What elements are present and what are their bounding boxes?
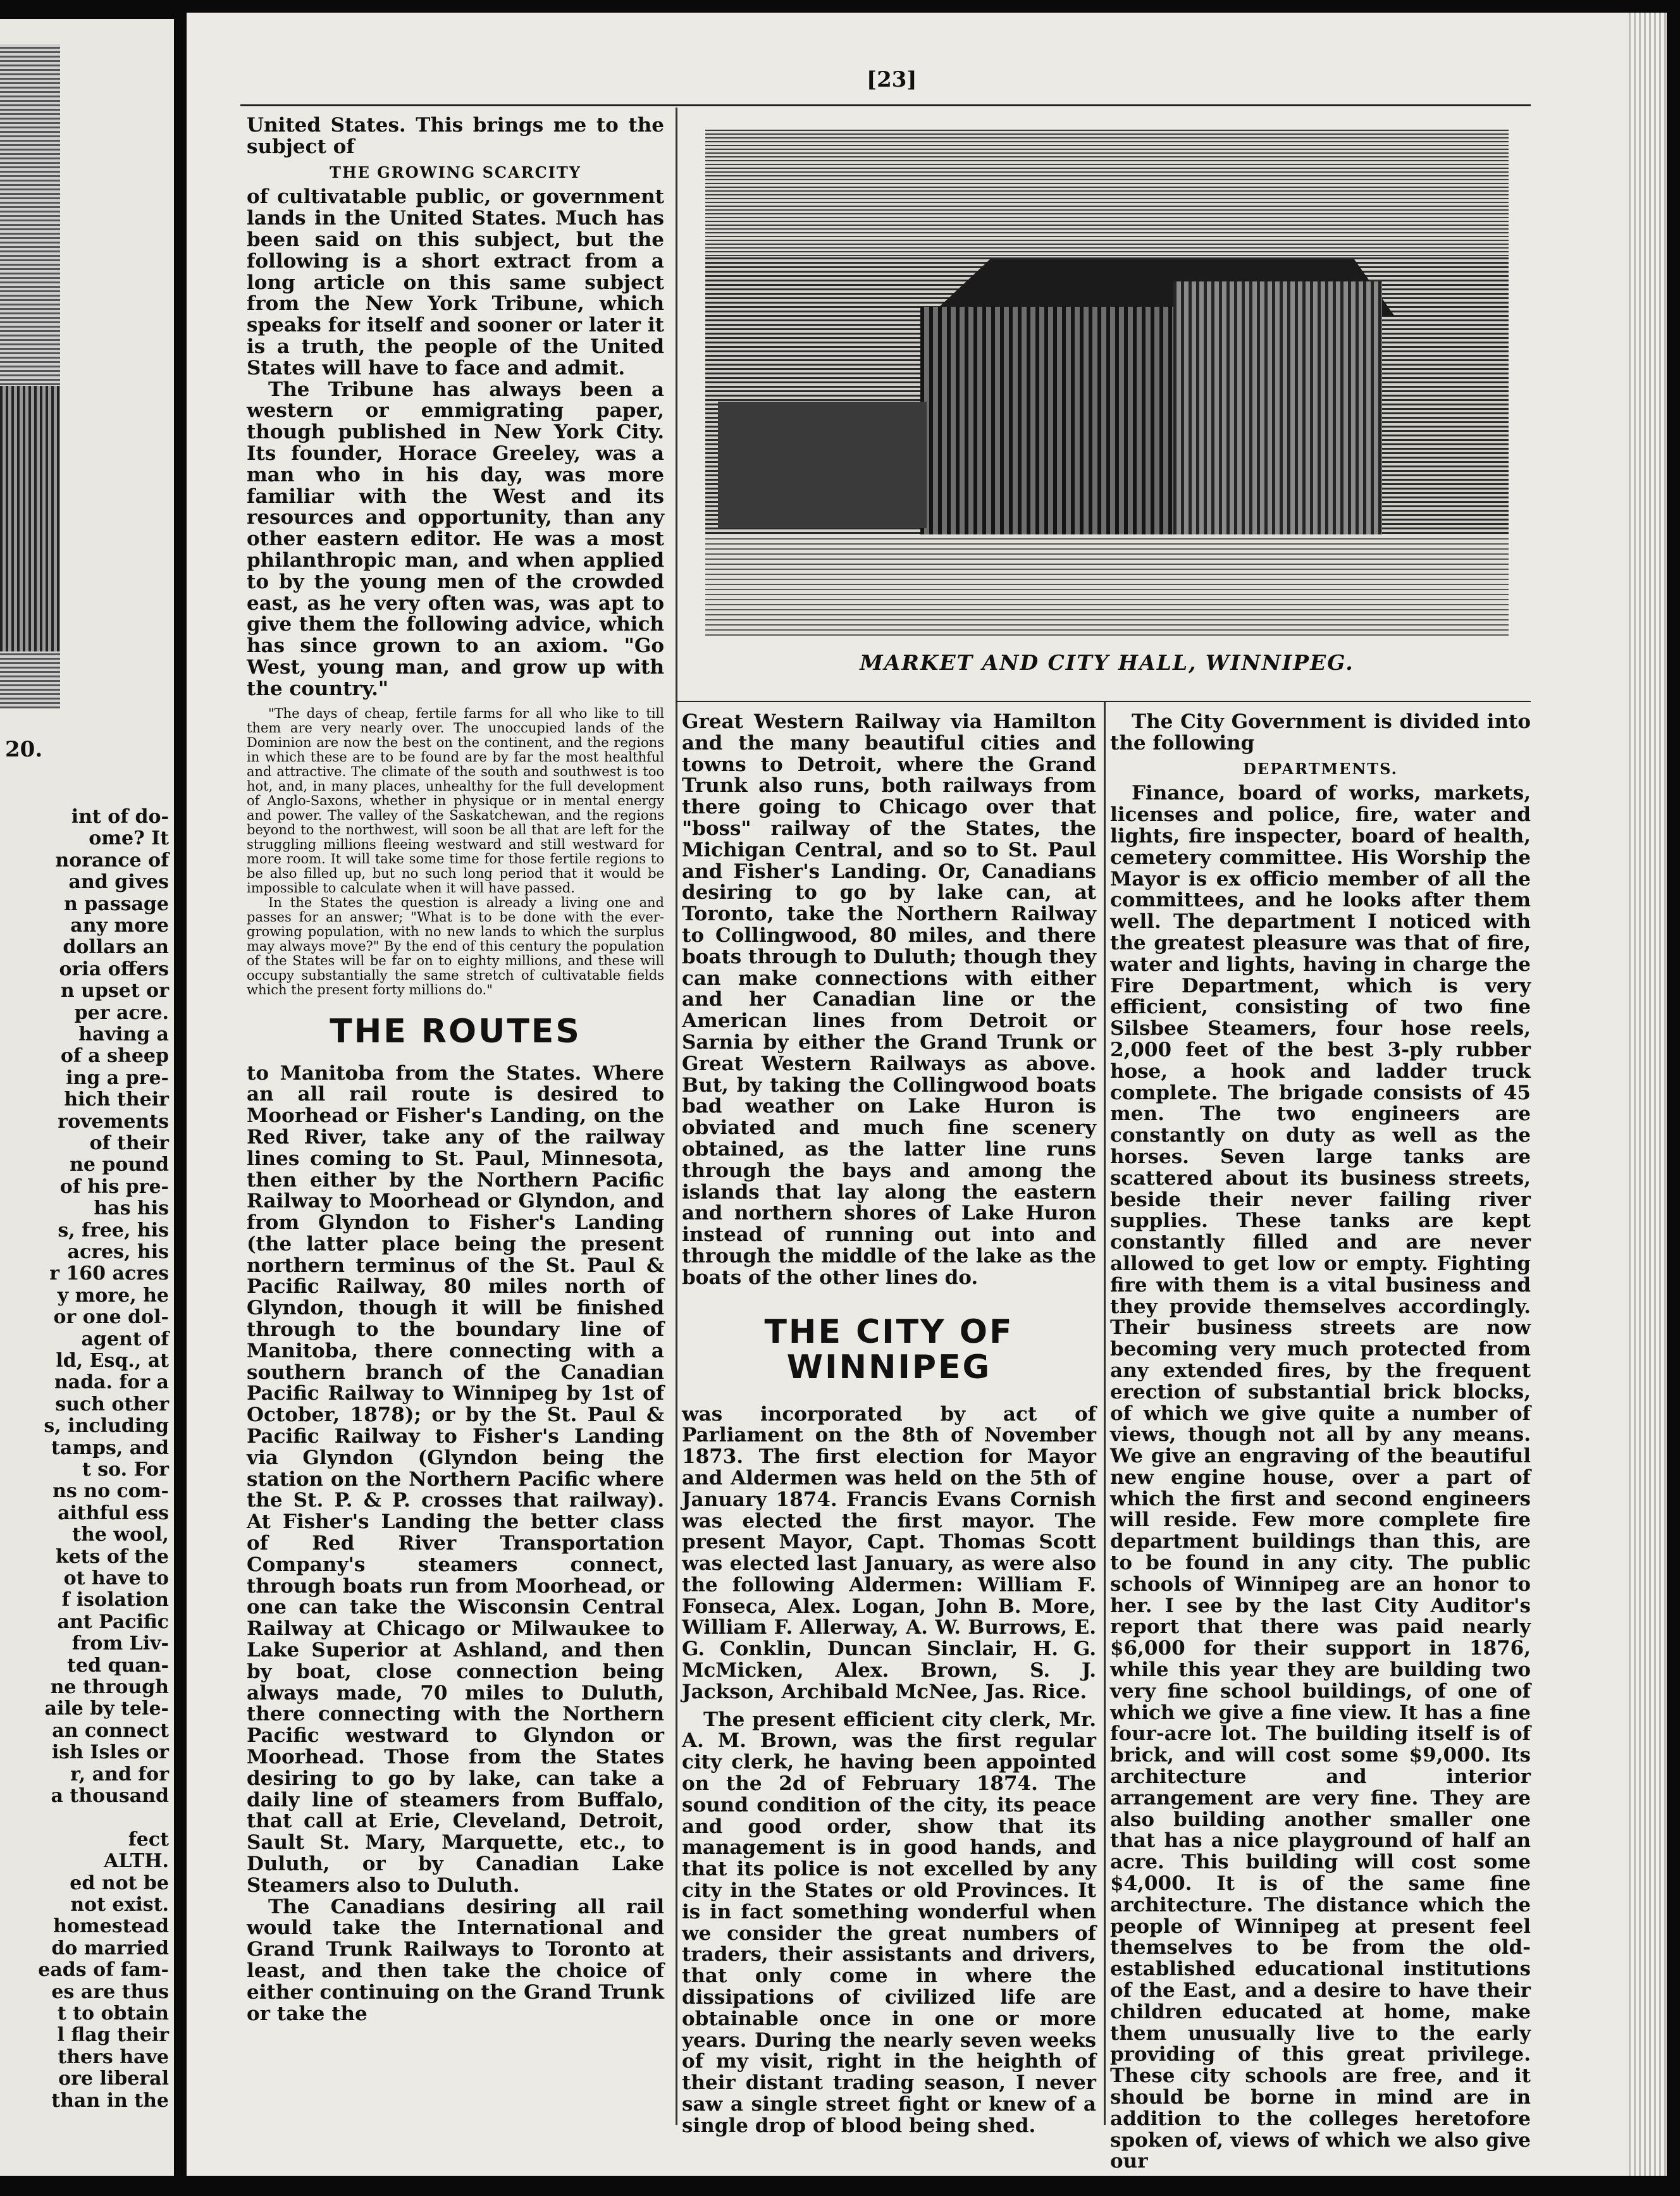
left-page-fragment-line: not exist. (70, 1894, 169, 1916)
left-page-fragment-line: and gives (68, 871, 169, 894)
column-1 (247, 115, 664, 2025)
col1-heading: THE GROWING SCARCITY (330, 163, 581, 182)
left-page-fragment-line: acres, his (67, 1241, 169, 1263)
left-page-fragment-line: t so. For (82, 1459, 169, 1481)
left-page-fragment-line: ed not be (70, 1872, 169, 1894)
left-page-fragment-line: than in the (51, 2089, 169, 2112)
left-page-fragment-line: from Liv- (71, 1632, 169, 1655)
left-page-fragment-line: n passage (64, 892, 169, 915)
left-page-fragment-line: nada. for a (54, 1371, 169, 1394)
left-page-fragment-line: per acre. (74, 1001, 169, 1024)
col1-paragraph: The Canadians desiring all rail would take the International and Grand Trunk Railways to Toronto at least, and then take the choice of either continuing on the Grand Trunk or take the (247, 1895, 664, 2025)
col3-intro: The City Government is divided into the following (1110, 710, 1531, 755)
left-page-fragment-line: oria offers (59, 958, 169, 980)
market-city-hall-engraving (705, 130, 1509, 636)
left-page-fragment-line: eads of fam- (38, 1959, 169, 1982)
left-page-fragment-line: ns no com- (52, 1480, 169, 1503)
left-page-fragment-line: agent of (81, 1328, 169, 1350)
left-page-fragment-line: ot have to (63, 1567, 169, 1589)
left-page-fragment-line: of a sheep (60, 1045, 169, 1068)
figure-number: 20. (5, 737, 43, 762)
left-page-fragment-line: ted quan- (67, 1654, 169, 1677)
page-number: [23] (867, 67, 917, 92)
left-page-fragment-line: has his (94, 1197, 169, 1220)
left-page-fragment-line: hich their (64, 1089, 169, 1111)
col2-paragraph: Great Western Railway via Hamilton and the many beautiful cities and towns to Detroit, where the Grand Trunk also runs, both railways from there going to Chicago over that "boss" railway of the States, the Michigan Central, and so to St. Paul and Fisher's Landing. Or, Canadians desiring to go by lake can, at Toronto, take the Northern Railway to Collingwood, 80 miles, and there boats through to Duluth; though they can make connections with either and her Canadian line or the American lines from Detroit or Sarnia by either the Grand Trunk or Great Western Railways as above. But, by taking the Collingwood boats bad weather on Lake Huron is obviated and much fine scenery obtained, as the latter line runs through the bays and among the islands that lay along the eastern and northern shores of Lake Huron instead of running out into and through the middle of the lake as the boats of the other lines do. (682, 710, 1096, 1289)
illustration-caption: MARKET AND CITY HALL, WINNIPEG. (860, 650, 1354, 675)
col2-paragraph: was incorporated by act of Parliament on the 8th of November 1873. The first election for Mayor and Aldermen was held on the 5th of January 1874. Francis Evans Cornish was elected the first mayor. The present Mayor, Capt. Thomas Scott was elected last January, as were also the following Aldermen: William F. Fonseca, Alex. Logan, John B. More, William F. Allerway, A. W. Burrows, E. G. Conklin, Duncan Sinclair, H. G. McMicken, Alex. Brown, S. J. Jackson, Archibald McNee, Jas. Rice. (682, 1402, 1096, 1703)
left-page-fragment-line: ore liberal (58, 2068, 169, 2090)
left-page-fragment (0, 19, 174, 2176)
column-3 (1110, 712, 1531, 2173)
left-page-fragment-line: or one dol- (53, 1306, 169, 1329)
left-page-fragment-line: f isolation (61, 1589, 169, 1612)
tribune-quote: In the States the question is already a living one and passes for an answer; "What is to be done with the ever-growing population, with no new lands to which the surplus may always move?" By the end of this century the population of the States will be far on to eighty millions, and these will occupy substantially the same stretch of cultivatable fields which the present forty millions do." (247, 894, 664, 997)
left-page-fragment-line: rovements (58, 1110, 169, 1133)
left-page-fragment-line: y more, he (57, 1284, 169, 1307)
left-page-fragment-line: dollars an (63, 936, 169, 959)
left-page-fragment-line: ant Pacific (57, 1610, 169, 1633)
left-page-fragment-line: kets of the (55, 1545, 169, 1568)
left-page-fragment-line: do married (51, 1937, 169, 1959)
col1-intro: United States. This brings me to the subject of (247, 114, 664, 158)
left-engraving (0, 44, 60, 708)
col3-paragraph: Finance, board of works, markets, licenses and police, fire, water and lights, fire inspecter, board of health, cemetery committee. His Worship the Mayor is ex officio member of all the committees, and he looks after them well. The department I noticed with the greatest pleasure was that of fire, water and lights, having in charge the Fire Department, which is very efficient, consisting of two fine Silsbee Steamers, four hose reels, 2,000 feet of the best 3-ply rubber hose, a hook and ladder truck complete. The brigade consists of 45 men. The two engineers are constantly on duty as well as the horses. Seven large tanks are scattered about its business streets, beside their never failing river supplies. These tanks are kept constantly filled and are never allowed to get low or empty. Fighting fire with them is a vital business and they provide themselves accordingly. Their business streets are now becoming very much protected from any extended fires, by the frequent erection of substantial brick blocks, of which we give quite a number of views, though not all by any means. We give an engraving of the beautiful new engine house, over a part of which the first and second engineers will reside. Few more complete fire department buildings than this, are to be found in any city. The public schools of Winnipeg are an honor to her. I see by the last City Auditor's report that there was paid nearly $6,000 for their support in 1876, while this year they are building two very fine school buildings, of one of which we give a fine view. It has a fine four-acre lot. The building itself is of brick, and will cost some $9,000. Its architecture and interior arrangement are very fine. They are also building another smaller one that has a nice playground of half an acre. This building will cost some $4,000. It is of the same fine architecture. The distance which the people of Winnipeg at present feel themselves to be from the old-established educational institutions of the East, and a desire to have their children educated at home, make them unusually live to the early providing of this great privilege. These city schools are free, and it should be borne in mind are in addition to the colleges heretofore spoken of, views of which we also give our (1110, 782, 1531, 2173)
left-page-fragment-line: l flag their (57, 2024, 169, 2047)
left-page-fragment-line: an connect (52, 1719, 169, 1742)
left-page-fragment-line: ne pound (70, 1154, 169, 1176)
left-page-fragment-line: norance of (55, 849, 169, 872)
left-page-fragment-line: of their (89, 1132, 169, 1154)
left-page-fragment-line: s, including (44, 1415, 169, 1438)
routes-heading: THE ROUTES (330, 1012, 581, 1051)
left-page-fragment-line: s, free, his (58, 1219, 169, 1242)
column-divider-1 (676, 108, 677, 2125)
col1-paragraph: of cultivatable public, or government lands in the United States. Much has been said on this subject, but the following is a short extract from a long article on this same subject from the New York Tribune, which speaks for itself and sooner or later it is a truth, the people of the United States will have to face and admit. (247, 185, 664, 379)
left-page-fragment-line: ish Isles or (51, 1741, 169, 1764)
left-page-fragment-line: ome? It (89, 827, 169, 850)
header-rule (240, 104, 1531, 106)
left-page-fragment-line: fect (128, 1828, 169, 1851)
col2-paragraph: The present efficient city clerk, Mr. A. M. Brown, was the first regular city clerk, he having been appointed on the 2d of February 1874. The sound condition of the city, its peace and good order, show that its management is in good hands, and that its police is not excelled by any city in the States or old Provinces. It is in fact something wonderful when we consider the great numbers of traders, their assistants and drivers, that only come in where the dissipations of civilized life are obtainable once in one or more years. During the nearly seven weeks of my visit, right in the heighth of their distant trading season, I never saw a single street fight or knew of a single drop of blood being shed. (682, 1708, 1096, 2137)
left-page-fragment-line: tamps, and (51, 1436, 169, 1459)
col1-paragraph: The Tribune has always been a western or emmigrating paper, though published in New York City. Its founder, Horace Greeley, was a man who in his day, was more familiar with the West and its resources and opportunity, than any other eastern editor. He was a most philanthropic man, and when applied to by the young men of the crowded east, as he very often was, was apt to give them the following advice, which has since grown to an axiom. "Go West, young man, and grow up with the country." (247, 378, 664, 700)
col1-paragraph: to Manitoba from the States. Where an all rail route is desired to Moorhead or Fisher's Landing, on the Red River, take any of the railway lines coming to St. Paul, Minnesota, then either by the Northern Pacific Railway to Moorhead or Glyndon, and from Glyndon to Fisher's Landing (the latter place being the present northern terminus of the St. Paul & Pacific Railway, 80 miles north of Glyndon, though it will be finished through to the boundary line of Manitoba, there connecting with a southern branch of the Canadian Pacific Railway to Winnipeg by 1st of October, 1878); or by the St. Paul & Pacific Railway to Fisher's Landing via Glyndon (Glyndon being the station on the Northern Pacific where the St. P. & P. crosses that railway). At Fisher's Landing the better class of Red River Transportation Company's steamers connect, through boats run from Moorhead, or one can take the Wisconsin Central Railway at Chicago or Milwaukee to Lake Superior at Ashland, and then by boat, close connection being always made, 70 miles to Duluth, there connecting with the Northern Pacific westward to Glyndon or Moorhead. Those from the States desiring to go by lake, can take a daily line of steamers from Buffalo, that call at Erie, Cleveland, Detroit, Sault St. Mary, Marquette, etc., to Duluth, or by Canadian Lake Steamers also to Duluth. (247, 1061, 664, 1897)
left-page-fragment-line: ing a pre- (66, 1066, 169, 1089)
left-page-fragment-line: thers have (58, 2045, 169, 2068)
departments-heading: DEPARTMENTS. (1243, 759, 1398, 778)
column-divider-2 (1104, 702, 1106, 2125)
left-page-fragment-line: any more (70, 915, 169, 937)
left-page-fragment-line: aile by tele- (44, 1698, 169, 1720)
left-page-fragment-line: int of do- (71, 806, 169, 828)
left-page-fragment-line: a thousand (51, 1785, 169, 1807)
left-page-fragment-line: r 160 acres (49, 1262, 169, 1285)
left-page-fragment-line: aithful ess (58, 1502, 169, 1524)
left-page-fragment-line: es are thus (51, 1980, 169, 2003)
left-page-fragment-line: n upset or (60, 980, 169, 1002)
left-page-fragment-line: the wool, (72, 1524, 169, 1546)
left-page-fragment-line: ld, Esq., at (56, 1350, 169, 1372)
left-page-fragment-line: t to obtain (57, 2002, 169, 2025)
tribune-quote: "The days of cheap, fertile farms for all who like to till them are very nearly over. The unoccupied lands of the Dominion are now the best on the continent, and the regions in which these are to be found are by far the most healthful and attractive. The climate of the south and southwest is too hot, and, in many places, unhealthy for the full development of Anglo-Saxons, whether in physique or in mental energy and power. The valley of the Saskatchewan, and the regions beyond to the northwest, will soon be all that are left for the struggling millions fleeing westward and still westward for more room. It will take some time for those fertile regions to be also filled up, but no such long period that it would be impossible to calculate when it will have passed. (247, 705, 664, 896)
left-page-fragment-line: ALTH. (103, 1850, 169, 1873)
column-2 (682, 712, 1096, 2137)
left-page-fragment-line: such other (55, 1393, 169, 1416)
illustration-rule (676, 701, 1531, 702)
left-page-fragment-line: of his pre- (59, 1175, 169, 1198)
page-edge (1629, 13, 1667, 2176)
left-page-fragment-line: ne through (50, 1676, 169, 1698)
winnipeg-heading: THE CITY OF WINNIPEG (764, 1312, 1014, 1386)
left-page-fragment-line: r, and for (70, 1763, 169, 1786)
left-page-fragment-line: homestead (53, 1915, 169, 1938)
left-page-fragment-line: having a (78, 1023, 169, 1046)
